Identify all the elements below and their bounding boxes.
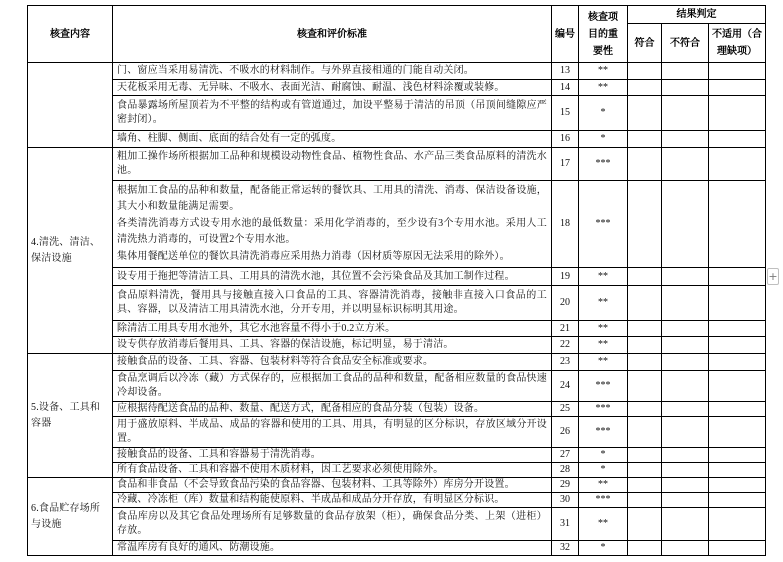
result-not-applicable-cell[interactable]: [709, 337, 766, 354]
criteria-cell: [113, 181, 552, 268]
result-conform-cell[interactable]: [628, 508, 662, 541]
result-nonconform-cell[interactable]: [662, 321, 709, 337]
result-nonconform-cell[interactable]: [662, 354, 709, 371]
table-row: [28, 478, 766, 493]
criteria-text: 集体用餐配送单位的餐饮具清洗消毒应采用热力消毒（因材质等原因无法采用的除外）。: [117, 250, 510, 262]
item-number: 30: [552, 493, 579, 508]
result-nonconform-cell[interactable]: [662, 63, 709, 80]
column-header-conform: 符合: [628, 24, 662, 63]
table-row: [28, 286, 766, 321]
criteria-text: 各类清洗消毒方式设专用水池的最低数量：采用化学消毒的，至少设有3个专用水池。采用人工清洗热力消毒的，可设置2个专用水池。: [117, 217, 547, 246]
criteria-cell: [113, 478, 552, 493]
result-not-applicable-cell[interactable]: [709, 131, 766, 148]
result-conform-cell[interactable]: [628, 148, 662, 181]
criteria-text: 设专供存放消毒后餐用具、工具、容器的保洁设施，标记明显，易于清洁。: [117, 339, 454, 350]
importance-rating: **: [579, 286, 628, 321]
item-number: 23: [552, 354, 579, 371]
column-header-importance: 核查项目的重要性: [579, 6, 628, 63]
column-header-not-applicable: 不适用（合理缺项）: [709, 24, 766, 63]
criteria-cell: [113, 371, 552, 402]
result-nonconform-cell[interactable]: [662, 286, 709, 321]
importance-rating: **: [579, 268, 628, 286]
criteria-text: 墙角、柱脚、侧面、底面的结合处有一定的弧度。: [117, 133, 342, 144]
importance-rating: ***: [579, 181, 628, 268]
importance-rating: *: [579, 541, 628, 556]
criteria-cell: [113, 493, 552, 508]
result-nonconform-cell[interactable]: [662, 268, 709, 286]
result-conform-cell[interactable]: [628, 402, 662, 417]
result-conform-cell[interactable]: [628, 63, 662, 80]
section-title: 5.设备、工具和容器: [28, 354, 113, 478]
result-nonconform-cell[interactable]: [662, 417, 709, 448]
table-row: [28, 463, 766, 478]
criteria-text: 冷藏、冷冻柜（库）数量和结构能使原料、半成品和成品分开存放，有明显区分标识。: [117, 494, 505, 505]
criteria-cell: [113, 63, 552, 80]
importance-rating: **: [579, 80, 628, 96]
result-not-applicable-cell[interactable]: [709, 268, 766, 286]
result-not-applicable-cell[interactable]: [709, 63, 766, 80]
column-header-nonconform: 不符合: [662, 24, 709, 63]
criteria-cell: [113, 508, 552, 541]
result-not-applicable-cell[interactable]: [709, 181, 766, 268]
importance-rating: *: [579, 463, 628, 478]
result-nonconform-cell[interactable]: [662, 463, 709, 478]
column-header-result: 结果判定: [628, 6, 766, 24]
item-number: 13: [552, 63, 579, 80]
result-not-applicable-cell[interactable]: [709, 493, 766, 508]
importance-rating: ***: [579, 493, 628, 508]
criteria-text: 所有食品设备、工具和容器不使用木质材料，因工艺要求必须使用除外。: [117, 464, 444, 475]
table-row: [28, 354, 766, 371]
criteria-text: 天花板采用无毒、无异味、不吸水、表面光洁、耐腐蚀、耐温、浅色材料涂覆或装修。: [117, 81, 505, 93]
criteria-text: 根据加工食品的品种和数量，配备能正常运转的餐饮具、工用具的清洗、消毒、保洁设备设施，其大小和数量能满足需要。: [117, 184, 547, 213]
result-nonconform-cell[interactable]: [662, 131, 709, 148]
item-number: 21: [552, 321, 579, 337]
importance-rating: **: [579, 63, 628, 80]
result-conform-cell[interactable]: [628, 478, 662, 493]
result-nonconform-cell[interactable]: [662, 402, 709, 417]
result-nonconform-cell[interactable]: [662, 96, 709, 131]
result-nonconform-cell[interactable]: [662, 448, 709, 463]
result-not-applicable-cell[interactable]: [709, 402, 766, 417]
criteria-cell: [113, 321, 552, 337]
result-conform-cell[interactable]: [628, 541, 662, 556]
result-not-applicable-cell[interactable]: [709, 80, 766, 96]
table-row: [28, 402, 766, 417]
table-row: [28, 131, 766, 148]
result-nonconform-cell[interactable]: [662, 337, 709, 354]
result-conform-cell[interactable]: [628, 268, 662, 286]
criteria-text: 应根据待配送食品的品种、数量、配送方式，配备相应的食品分装（包装）设备。: [117, 403, 485, 414]
result-conform-cell[interactable]: [628, 417, 662, 448]
item-number: 15: [552, 96, 579, 131]
column-header-criteria: 核查和评价标准: [113, 6, 552, 63]
item-number: 18: [552, 181, 579, 268]
result-nonconform-cell[interactable]: [662, 371, 709, 402]
result-nonconform-cell[interactable]: [662, 478, 709, 493]
result-nonconform-cell[interactable]: [662, 181, 709, 268]
item-number: 14: [552, 80, 579, 96]
importance-rating: ***: [579, 417, 628, 448]
result-conform-cell[interactable]: [628, 321, 662, 337]
criteria-text: 除清洁工用具专用水池外，其它水池容量不得小于0.2立方米。: [117, 322, 396, 334]
table-row: [28, 148, 766, 181]
result-conform-cell[interactable]: [628, 354, 662, 371]
criteria-cell: [113, 96, 552, 131]
criteria-cell: [113, 417, 552, 448]
table-row: [28, 80, 766, 96]
criteria-text: 常温库房有良好的通风、防潮设施。: [117, 542, 281, 553]
result-not-applicable-cell[interactable]: [709, 321, 766, 337]
table-row: [28, 417, 766, 448]
item-number: 25: [552, 402, 579, 417]
item-number: 17: [552, 148, 579, 181]
criteria-cell: [113, 80, 552, 96]
item-number: 26: [552, 417, 579, 448]
importance-rating: *: [579, 448, 628, 463]
inspection-table: [27, 5, 766, 556]
criteria-cell: [113, 131, 552, 148]
item-number: 27: [552, 448, 579, 463]
result-conform-cell[interactable]: [628, 286, 662, 321]
criteria-text: 门、窗应当采用易清洗、不吸水的材料制作。与外界直接相通的门能自动关闭。: [117, 65, 474, 76]
item-number: 31: [552, 508, 579, 541]
result-conform-cell[interactable]: [628, 96, 662, 131]
table-row: [28, 337, 766, 354]
table-row: [28, 371, 766, 402]
item-number: 16: [552, 131, 579, 148]
table-row: [28, 321, 766, 337]
importance-rating: *: [579, 96, 628, 131]
column-header-content: 核查内容: [28, 6, 113, 63]
table-row: [28, 448, 766, 463]
criteria-text: 接触食品的设备、工具和容器易于清洗消毒。: [117, 449, 321, 460]
importance-rating: **: [579, 337, 628, 354]
result-nonconform-cell[interactable]: [662, 493, 709, 508]
criteria-text: 设专用于拖把等清洁工具、工用具的清洗水池，其位置不会污染食品及其加工制作过程。: [117, 270, 515, 282]
importance-rating: **: [579, 354, 628, 371]
table-row: [28, 541, 766, 556]
header-row: [28, 6, 766, 24]
table-row: [28, 96, 766, 131]
criteria-cell: [113, 337, 552, 354]
criteria-cell: [113, 463, 552, 478]
item-number: 28: [552, 463, 579, 478]
item-number: 29: [552, 478, 579, 493]
table-row: [28, 268, 766, 286]
result-not-applicable-cell[interactable]: [709, 508, 766, 541]
importance-rating: ***: [579, 148, 628, 181]
column-header-number: 编号: [552, 6, 579, 63]
result-not-applicable-cell[interactable]: [709, 354, 766, 371]
section-title: 6.食品贮存场所与设施: [28, 478, 113, 556]
result-not-applicable-cell[interactable]: [709, 286, 766, 321]
item-number: 24: [552, 371, 579, 402]
criteria-cell: [113, 541, 552, 556]
result-conform-cell[interactable]: [628, 80, 662, 96]
criteria-text: 食品库房以及其它食品处理场所有足够数量的食品存放架（柜），确保食品分类、上架（进柜）存放。: [117, 511, 547, 536]
criteria-text: 食品原料清洗，餐用具与接触直接入口食品的工具、容器清洗消毒，接触非直接入口食品的工具、容器，以及清洁工用具清洗水池，分开专用，并以明显标识标明其用途。: [117, 290, 547, 315]
importance-rating: **: [579, 321, 628, 337]
criteria-cell: [113, 354, 552, 371]
table-row: [28, 181, 766, 268]
importance-rating: **: [579, 478, 628, 493]
result-conform-cell[interactable]: [628, 181, 662, 268]
result-nonconform-cell[interactable]: [662, 80, 709, 96]
importance-rating: *: [579, 131, 628, 148]
result-not-applicable-cell[interactable]: [709, 478, 766, 493]
section-title: [28, 63, 113, 148]
table-add-button[interactable]: [767, 268, 779, 285]
importance-rating: ***: [579, 371, 628, 402]
importance-rating: **: [579, 508, 628, 541]
table-row: [28, 493, 766, 508]
result-nonconform-cell[interactable]: [662, 541, 709, 556]
criteria-cell: [113, 268, 552, 286]
criteria-text: 接触食品的设备、工具、容器、包装材料等符合食品安全标准或要求。: [117, 356, 434, 367]
criteria-cell: [113, 286, 552, 321]
result-not-applicable-cell[interactable]: [709, 541, 766, 556]
result-not-applicable-cell[interactable]: [709, 371, 766, 402]
result-conform-cell[interactable]: [628, 371, 662, 402]
item-number: 20: [552, 286, 579, 321]
table-row: [28, 508, 766, 541]
criteria-text: 粗加工操作场所根据加工品种和规模设动物性食品、植物性食品、水产品三类食品原料的清洗水池。: [117, 151, 547, 176]
result-not-applicable-cell[interactable]: [709, 148, 766, 181]
criteria-cell: [113, 448, 552, 463]
criteria-text: 食品烹调后以冷冻（藏）方式保存的，应根据加工食品的品种和数量，配备相应数量的食品快速冷却设备。: [117, 373, 547, 398]
item-number: 19: [552, 268, 579, 286]
criteria-cell: [113, 402, 552, 417]
result-not-applicable-cell[interactable]: [709, 463, 766, 478]
plus-icon: +: [768, 270, 778, 283]
result-not-applicable-cell[interactable]: [709, 448, 766, 463]
result-conform-cell[interactable]: [628, 131, 662, 148]
criteria-cell: [113, 148, 552, 181]
criteria-text: 用于盛放原料、半成品、成品的容器和使用的工具、用具，有明显的区分标识，存放区域分开设置。: [117, 419, 547, 444]
item-number: 32: [552, 541, 579, 556]
table-body: [28, 63, 766, 556]
result-conform-cell[interactable]: [628, 493, 662, 508]
table-row: [28, 63, 766, 80]
result-conform-cell[interactable]: [628, 337, 662, 354]
criteria-text: 食品暴露场所屋顶若为不平整的结构或有管道通过，加设平整易于清洁的吊顶（吊顶间缝隙应严密封闭）。: [117, 100, 547, 125]
result-nonconform-cell[interactable]: [662, 508, 709, 541]
importance-rating: ***: [579, 402, 628, 417]
result-not-applicable-cell[interactable]: [709, 417, 766, 448]
section-title: 4.清洗、清洁、保洁设施: [28, 148, 113, 354]
item-number: 22: [552, 337, 579, 354]
result-nonconform-cell[interactable]: [662, 148, 709, 181]
result-conform-cell[interactable]: [628, 463, 662, 478]
criteria-text: 食品和非食品（不会导致食品污染的食品容器、包装材料、工具等除外）库房分开设置。: [117, 479, 515, 490]
table-header: [28, 6, 766, 63]
result-conform-cell[interactable]: [628, 448, 662, 463]
result-not-applicable-cell[interactable]: [709, 96, 766, 131]
